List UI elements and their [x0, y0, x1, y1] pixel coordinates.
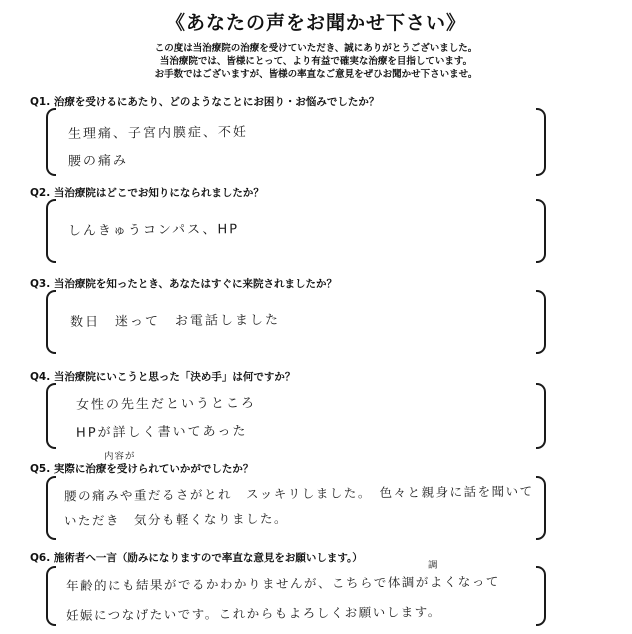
answer-5-line-1: 腰の痛みや重だるさがとれ スッキリしました。 色々と親身に話を聞いて — [63, 483, 534, 504]
right-bracket — [536, 476, 546, 540]
right-bracket — [536, 290, 546, 354]
answer-1-line-1: 生理痛、子宮内膜症、不妊 — [67, 125, 249, 142]
left-bracket — [46, 199, 56, 263]
answer-box-5 — [46, 476, 546, 540]
intro-line: この度は当治療院の治療を受けていただき、誠にありがとうございました。 — [154, 43, 478, 54]
left-bracket — [46, 290, 56, 354]
intro-line: 当治療院では、皆様にとって、より有益で確実な治療を目指しています。 — [159, 56, 473, 67]
intro-text — [60, 42, 572, 81]
question-1-label: Q1. 治療を受けるにあたり、どのようなことにお困り・お悩みでしたか？ — [30, 96, 380, 108]
answer-box-4 — [46, 383, 546, 449]
answer-6-line-2: 妊娠につなげたいです。これからもよろしくお願いします。 — [65, 604, 442, 623]
answer-6-insertion: 調 — [427, 559, 439, 572]
question-3-label: Q3. 当治療院を知ったとき、あなたはすぐに来院されましたか？ — [30, 278, 337, 290]
answer-4-insertion: 内容が — [103, 450, 136, 463]
right-bracket — [536, 108, 546, 176]
left-bracket — [46, 108, 56, 176]
answer-5-line-2: いただき 気分も軽くなりました。 — [63, 510, 289, 529]
page-title: 《あなたの声をお聞かせ下さい》 — [165, 12, 466, 34]
answer-4-line-2: HPが詳しく書いてあった — [75, 424, 248, 441]
right-bracket — [536, 383, 546, 449]
right-bracket — [536, 199, 546, 263]
intro-line: お手数ではございますが、皆様の率直なご意見をぜひお聞かせ下さいませ。 — [154, 69, 478, 80]
answer-box-3 — [46, 290, 546, 354]
answer-6-line-1: 年齢的にも結果がでるかわかりませんが、こちらで体調がよくなって — [65, 573, 500, 594]
answer-2-line-1: しんきゅうコンパス、HP — [67, 222, 240, 239]
question-6-label: Q6. 施術者へ一言（励みになりますので率直な意見をお願いします。） — [30, 552, 363, 564]
answer-box-6 — [46, 566, 546, 626]
answer-4-line-1: 女性の先生だというところ — [75, 396, 257, 413]
left-bracket — [46, 566, 56, 626]
answer-box-1 — [46, 108, 546, 176]
left-bracket — [46, 476, 56, 540]
question-2-label: Q2. 当治療院はどこでお知りになられましたか？ — [30, 187, 264, 199]
question-4-label: Q4. 当治療院にいこうと思った「決め手」は何ですか？ — [30, 371, 296, 383]
question-5-label: Q5. 実際に治療を受けられていかがでしたか？ — [30, 463, 254, 475]
answer-3-line-1: 数日 迷って お電話しました — [69, 312, 281, 331]
answer-box-2 — [46, 199, 546, 263]
answer-1-line-2: 腰の痛み — [67, 153, 129, 170]
left-bracket — [46, 383, 56, 449]
right-bracket — [536, 566, 546, 626]
